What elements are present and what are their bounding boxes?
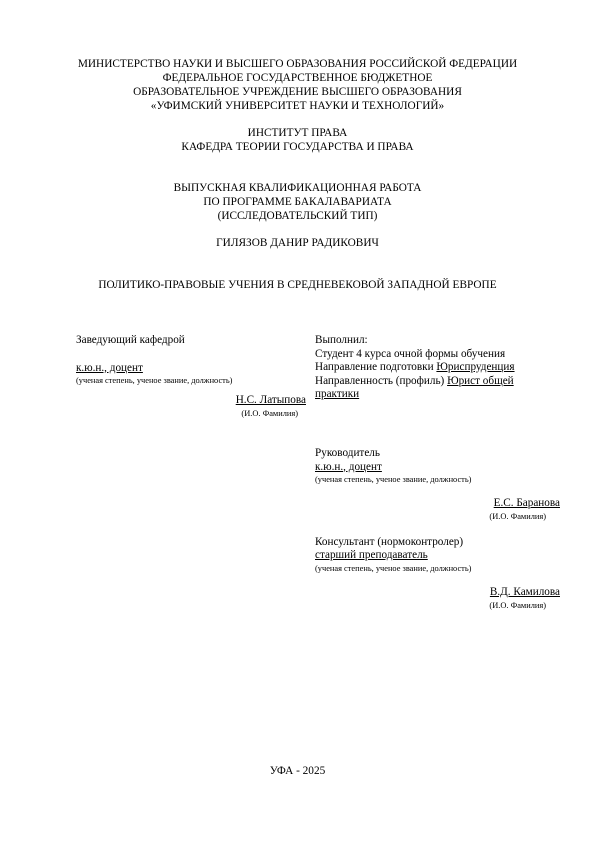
work-type-line: ПО ПРОГРАММЕ БАКАЛАВАРИАТА xyxy=(203,196,392,208)
author-name: ГИЛЯЗОВ ДАНИР РАДИКОВИЧ xyxy=(216,237,379,249)
supervisor-degree-hint: (ученая степень, ученое звание, должность) xyxy=(315,475,472,485)
institute-block xyxy=(0,126,595,154)
head-degree-hint: (ученая степень, ученое звание, должность) xyxy=(76,376,233,386)
consultant-name-hint: (И.О. Фамилия) xyxy=(489,600,546,610)
head-name-hint: (И.О. Фамилия) xyxy=(241,408,298,418)
direction-label: Направление подготовки xyxy=(315,361,437,374)
work-title-block xyxy=(0,278,595,292)
institute-line: ИНСТИТУТ ПРАВА xyxy=(247,127,348,139)
supervisor-name: Е.С. Баранова xyxy=(493,497,560,510)
head-name: Н.С. Латыпова xyxy=(235,394,306,407)
supervisor-name-hint: (И.О. Фамилия) xyxy=(489,511,546,521)
department-line: КАФЕДРА ТЕОРИИ ГОСУДАРСТВА И ПРАВА xyxy=(181,141,414,153)
head-degree: к.ю.н., доцент xyxy=(76,361,143,374)
footer-block xyxy=(0,764,595,778)
head-of-department-block xyxy=(76,334,306,419)
work-type-line: (ИССЛЕДОВАТЕЛЬСКИЙ ТИП) xyxy=(217,210,378,222)
ministry-header xyxy=(0,57,595,113)
city-year: УФА - 2025 xyxy=(269,765,326,777)
consultant-degree-hint: (ученая степень, ученое звание, должность) xyxy=(315,563,472,573)
profile-value: Юрист общей xyxy=(447,374,514,387)
header-line: ОБРАЗОВАТЕЛЬНОЕ УЧРЕЖДЕНИЕ ВЫСШЕГО ОБРАЗОВАНИЯ xyxy=(133,86,462,98)
consultant-name: В.Д. Камилова xyxy=(489,585,560,598)
head-role: Заведующий кафедрой xyxy=(76,334,185,346)
performer-student: Студент 4 курса очной формы обучения xyxy=(315,347,506,360)
consultant-role: Консультант (нормоконтролер) xyxy=(315,535,464,548)
header-line: ФЕДЕРАЛЬНОЕ ГОСУДАРСТВЕННОЕ БЮДЖЕТНОЕ xyxy=(162,72,433,84)
performer-label: Выполнил: xyxy=(315,334,368,346)
work-type-line: ВЫПУСКНАЯ КВАЛИФИКАЦИОННАЯ РАБОТА xyxy=(173,182,422,194)
work-title: ПОЛИТИКО-ПРАВОВЫЕ УЧЕНИЯ В СРЕДНЕВЕКОВОЙ ЗАПАДНОЙ ЕВРОПЕ xyxy=(98,279,497,291)
signatures-block xyxy=(315,334,560,611)
supervisor-role: Руководитель xyxy=(315,446,380,459)
direction-value: Юриспруденция xyxy=(436,361,515,374)
profile-value-cont: практики xyxy=(315,388,360,401)
consultant-degree: старший преподаватель xyxy=(315,549,428,562)
work-type-block xyxy=(0,181,595,223)
header-line: МИНИСТЕРСТВО НАУКИ И ВЫСШЕГО ОБРАЗОВАНИЯ РОССИЙСКОЙ ФЕДЕРАЦИИ xyxy=(77,58,518,70)
author-block xyxy=(0,236,595,250)
header-line: «УФИМСКИЙ УНИВЕРСИТЕТ НАУКИ И ТЕХНОЛОГИЙ» xyxy=(150,100,445,112)
profile-label: Направленность (профиль) xyxy=(315,374,448,387)
supervisor-degree: к.ю.н., доцент xyxy=(315,460,382,473)
